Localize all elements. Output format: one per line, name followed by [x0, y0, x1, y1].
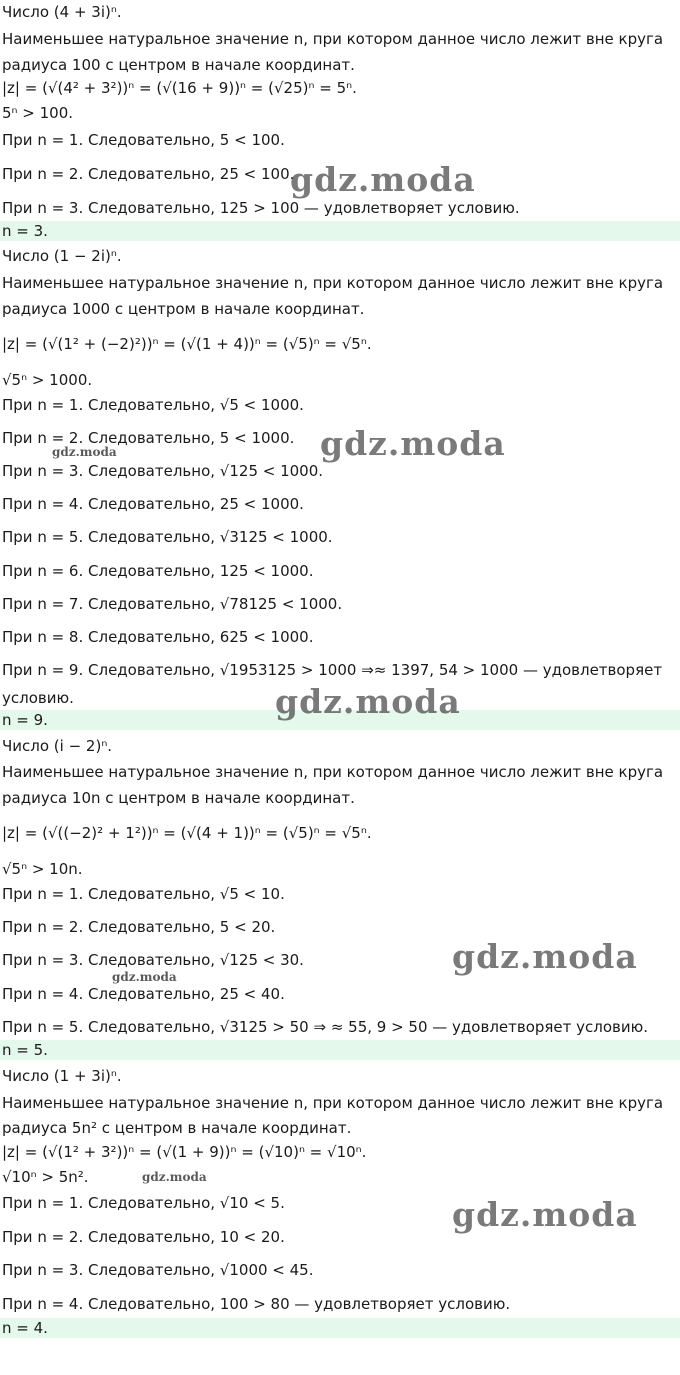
watermark: gdz.moda [52, 445, 117, 459]
text-line: При n = 5. Следовательно, √3125 > 50 ⇒ ≈ 55, 9 > 50 — удовлетворяет условию. [2, 1018, 649, 1036]
text-line: При n = 4. Следовательно, 25 < 40. [2, 985, 285, 1003]
text-line: При n = 1. Следовательно, √5 < 10. [2, 885, 285, 903]
text-line: При n = 2. Следовательно, 10 < 20. [2, 1228, 285, 1246]
text-line: При n = 2. Следовательно, 25 < 100. [2, 165, 295, 183]
text-line: При n = 9. Следовательно, √1953125 > 1000 ⇒≈ 1397, 54 > 1000 — удовлетворяет [2, 661, 663, 679]
text-line: Наименьшее натуральное значение n, при котором данное число лежит вне круга [2, 274, 664, 292]
text-line: При n = 3. Следовательно, √125 < 1000. [2, 462, 324, 480]
text-line: Наименьшее натуральное значение n, при котором данное число лежит вне круга [2, 1094, 664, 1112]
text-line: При n = 2. Следовательно, 5 < 1000. [2, 429, 295, 447]
text-line: |z| = (√(4² + 3²))ⁿ = (√(16 + 9))ⁿ = (√25)ⁿ = 5ⁿ. [2, 79, 357, 97]
text-line: При n = 6. Следовательно, 125 < 1000. [2, 562, 314, 580]
text-line: При n = 5. Следовательно, √3125 < 1000. [2, 528, 333, 546]
text-line: При n = 1. Следовательно, √10 < 5. [2, 1194, 285, 1212]
text-line: радиуса 100 с центром в начале координат. [2, 56, 355, 74]
text-line: При n = 3. Следовательно, 125 > 100 — удовлетворяет условию. [2, 199, 520, 217]
text-line: радиуса 10n с центром в начале координат. [2, 789, 355, 807]
text-line: При n = 1. Следовательно, √5 < 1000. [2, 396, 304, 414]
text-line: 5ⁿ > 100. [2, 104, 74, 122]
text-line: условию. [2, 689, 74, 707]
text-line: √10ⁿ > 5n². [2, 1168, 89, 1186]
text-line: При n = 1. Следовательно, 5 < 100. [2, 131, 285, 149]
watermark: gdz.moda [320, 424, 506, 463]
text-line: |z| = (√(1² + (−2)²))ⁿ = (√(1 + 4))ⁿ = (√5)ⁿ = √5ⁿ. [2, 335, 372, 353]
watermark: gdz.moda [452, 937, 638, 976]
watermark: gdz.moda [275, 682, 461, 721]
text-line: |z| = (√(1² + 3²))ⁿ = (√(1 + 9))ⁿ = (√10)ⁿ = √10ⁿ. [2, 1143, 367, 1161]
answer-line: n = 3. [0, 221, 680, 241]
text-line: радиуса 5n² с центром в начале координат. [2, 1119, 352, 1137]
text-line: Наименьшее натуральное значение n, при котором данное число лежит вне круга [2, 30, 664, 48]
text-line: Число (i − 2)ⁿ. [2, 737, 113, 755]
text-line: Число (1 + 3i)ⁿ. [2, 1067, 122, 1085]
text-line: При n = 2. Следовательно, 5 < 20. [2, 918, 276, 936]
watermark: gdz.moda [142, 1170, 207, 1184]
text-line: При n = 8. Следовательно, 625 < 1000. [2, 628, 314, 646]
text-line: При n = 3. Следовательно, √1000 < 45. [2, 1261, 314, 1279]
answer-line: n = 5. [0, 1040, 680, 1060]
text-line: Наименьшее натуральное значение n, при котором данное число лежит вне круга [2, 763, 664, 781]
text-line: √5ⁿ > 10n. [2, 860, 83, 878]
text-line: При n = 4. Следовательно, 100 > 80 — удовлетворяет условию. [2, 1295, 511, 1313]
text-line: Число (1 − 2i)ⁿ. [2, 247, 122, 265]
text-line: |z| = (√((−2)² + 1²))ⁿ = (√(4 + 1))ⁿ = (√5)ⁿ = √5ⁿ. [2, 824, 372, 842]
answer-line: n = 9. [0, 710, 680, 730]
watermark: gdz.moda [112, 970, 177, 984]
text-line: При n = 7. Следовательно, √78125 < 1000. [2, 595, 343, 613]
text-line: Число (4 + 3i)ⁿ. [2, 3, 122, 21]
watermark: gdz.moda [452, 1195, 638, 1234]
watermark: gdz.moda [290, 160, 476, 199]
answer-line: n = 4. [0, 1318, 680, 1338]
text-line: радиуса 1000 с центром в начале координат. [2, 300, 365, 318]
text-line: √5ⁿ > 1000. [2, 371, 93, 389]
text-line: При n = 3. Следовательно, √125 < 30. [2, 951, 304, 969]
text-line: При n = 4. Следовательно, 25 < 1000. [2, 495, 304, 513]
